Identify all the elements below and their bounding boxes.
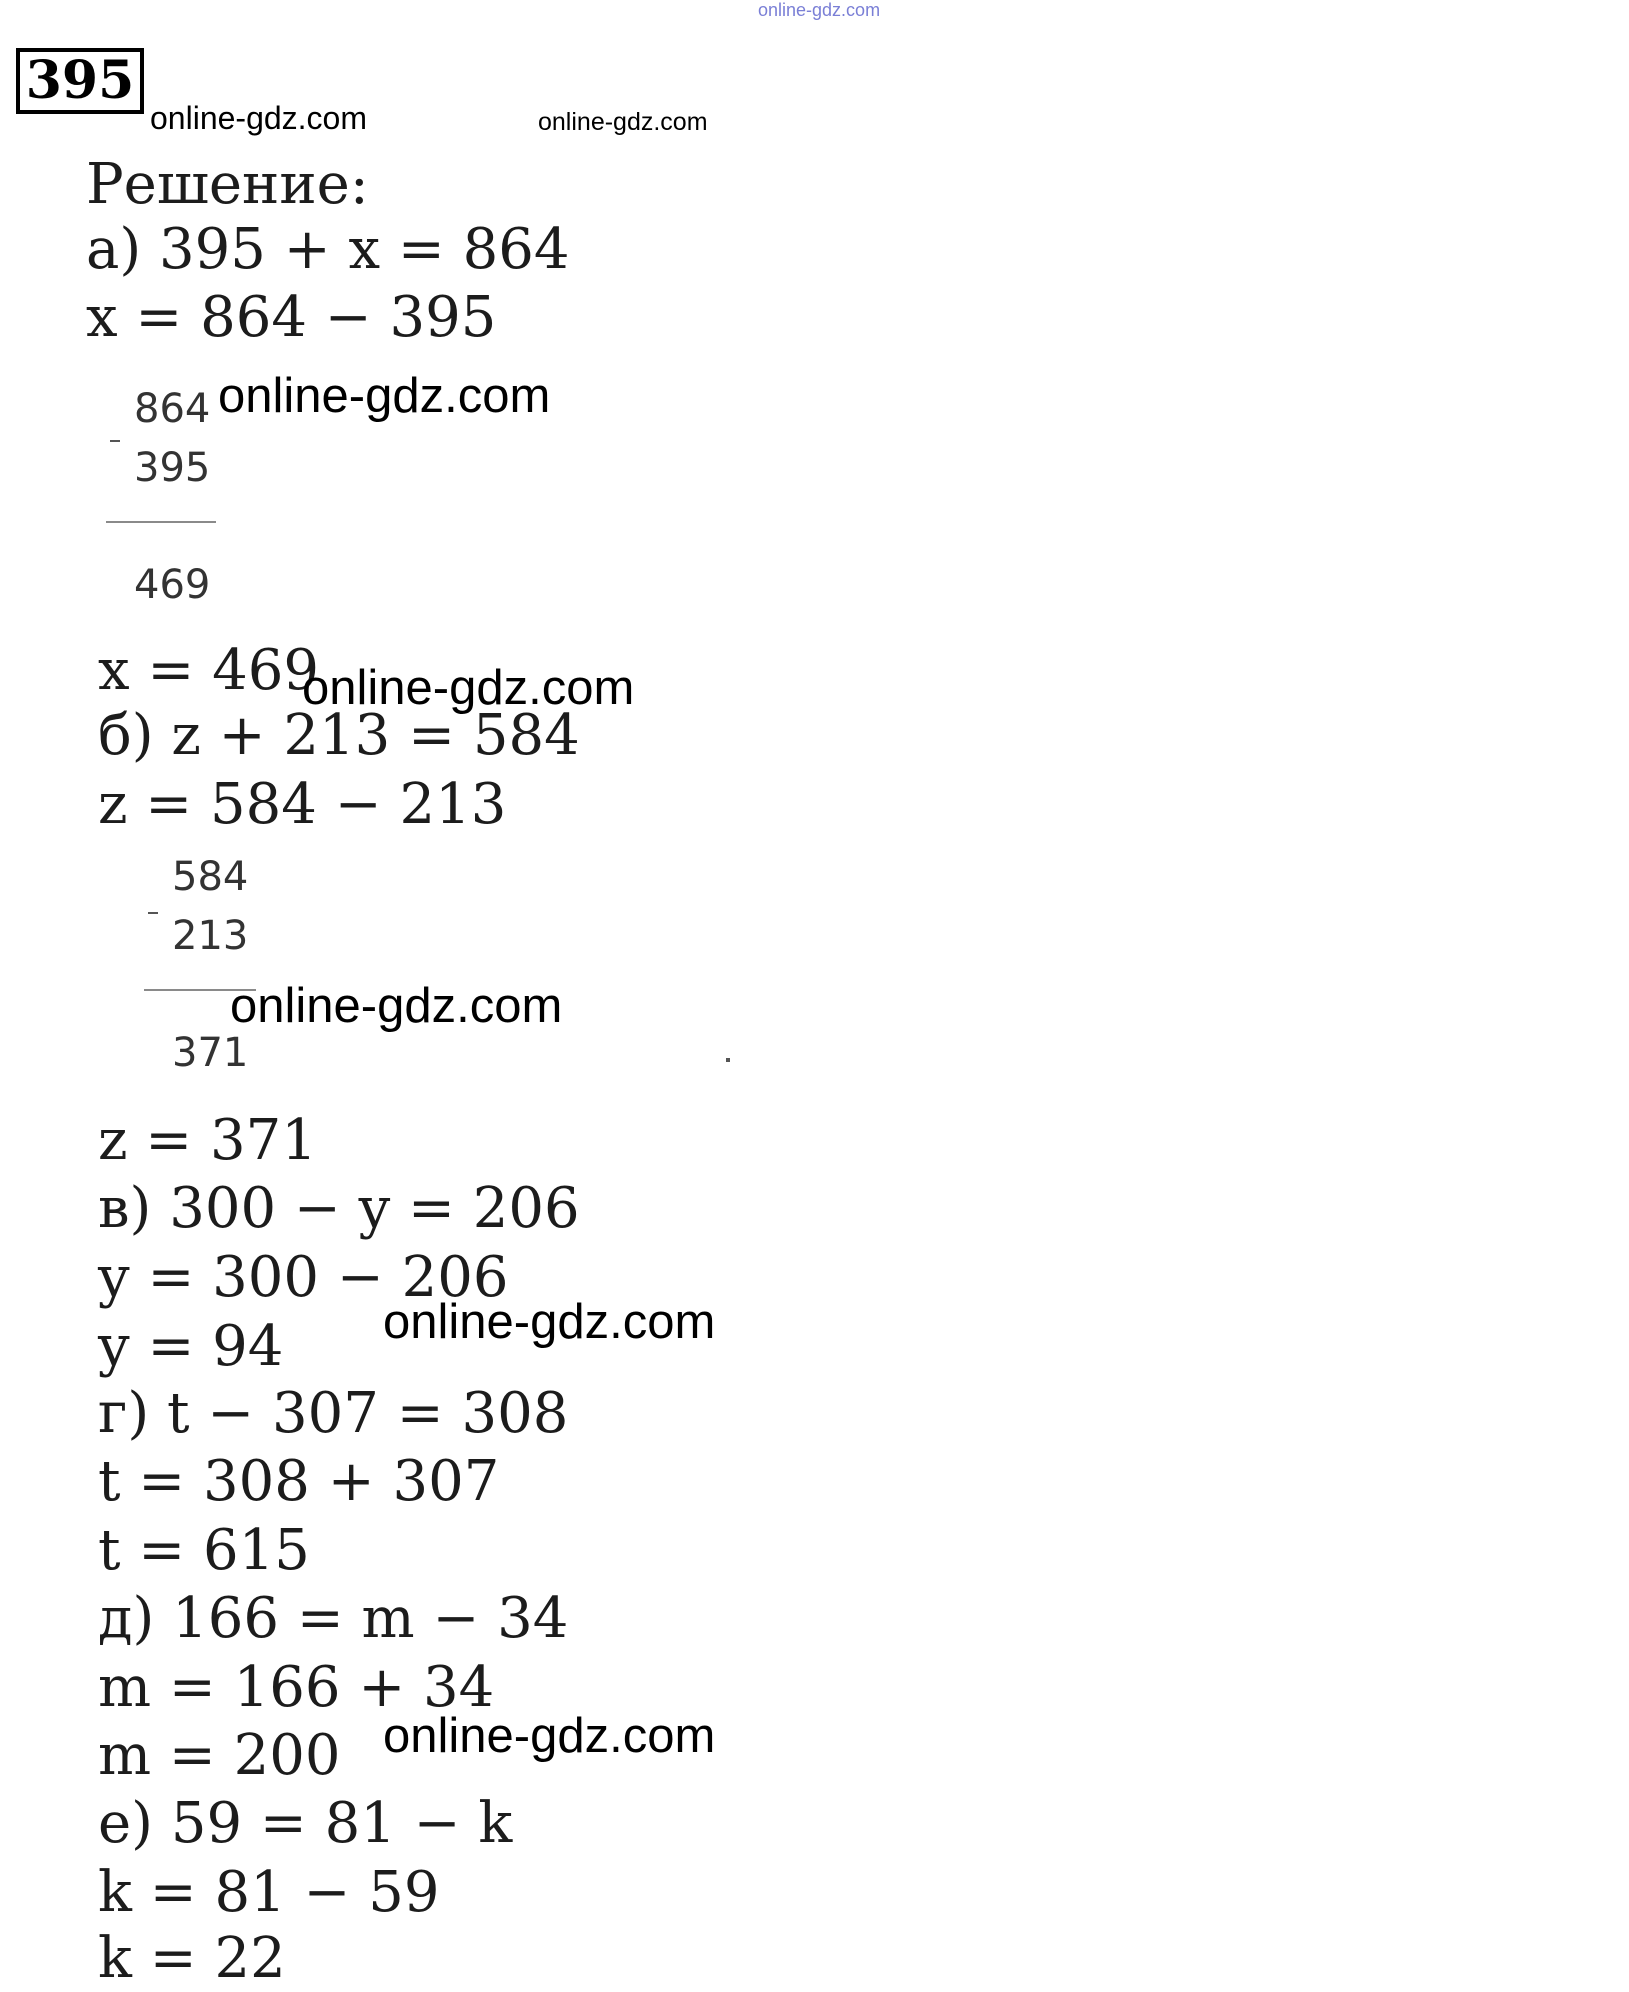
- column-rule: [106, 521, 216, 523]
- part-e-equation: [98, 1793, 512, 1855]
- task-number-box: 395: [16, 48, 144, 114]
- minus-sign: [110, 440, 120, 442]
- part-g-step: t = 308 + 307: [98, 1449, 500, 1514]
- column-minuend: 864: [134, 386, 211, 432]
- part-d-step: m = 166 + 34: [98, 1655, 495, 1720]
- solution-heading: Решение:: [86, 152, 369, 217]
- watermark-large: online-gdz.com: [383, 1709, 716, 1763]
- column-result: 469: [134, 562, 211, 608]
- equation-text: 166 = m − 34: [172, 1586, 569, 1651]
- part-a-equation: [86, 219, 569, 281]
- watermark-top: online-gdz.com: [758, 0, 881, 20]
- part-d-equation: [98, 1588, 568, 1650]
- stray-mark: [726, 1058, 730, 1062]
- part-a-answer: x = 469: [98, 638, 319, 703]
- part-label: е): [98, 1791, 153, 1856]
- watermark-large: online-gdz.com: [383, 1295, 716, 1349]
- column-minuend: 584: [172, 854, 249, 900]
- equation-text: 300 − y = 206: [169, 1176, 580, 1241]
- part-g-answer: t = 615: [98, 1518, 310, 1583]
- part-e-step: k = 81 − 59: [98, 1860, 440, 1925]
- part-b-step: z = 584 − 213: [98, 772, 507, 837]
- column-subtrahend: 395: [134, 445, 211, 491]
- watermark-large: online-gdz.com: [302, 661, 635, 715]
- watermark-large: online-gdz.com: [218, 369, 551, 423]
- part-b-answer: z = 371: [98, 1108, 317, 1173]
- part-g-equation: [98, 1383, 568, 1445]
- part-label: а): [86, 217, 142, 282]
- part-d-answer: m = 200: [98, 1723, 341, 1788]
- equation-text: z + 213 = 584: [171, 703, 580, 768]
- part-e-answer: k = 22: [98, 1926, 286, 1991]
- part-label: в): [98, 1176, 152, 1241]
- part-v-step: y = 300 − 206: [98, 1245, 509, 1310]
- equation-text: 395 + x = 864: [159, 217, 570, 282]
- column-subtrahend: 213: [172, 913, 249, 959]
- part-label: д): [98, 1586, 155, 1651]
- watermark-small: online-gdz.com: [150, 100, 367, 136]
- part-v-answer: y = 94: [98, 1314, 284, 1379]
- part-v-equation: [98, 1178, 580, 1240]
- equation-text: t − 307 = 308: [167, 1381, 569, 1446]
- minus-sign: [148, 912, 158, 914]
- part-label: г): [98, 1381, 150, 1446]
- watermark-large: online-gdz.com: [230, 979, 563, 1033]
- watermark-small: online-gdz.com: [538, 108, 708, 136]
- column-result: 371: [172, 1030, 249, 1076]
- equation-text: 59 = 81 − k: [170, 1791, 513, 1856]
- part-a-step: x = 864 − 395: [86, 285, 497, 350]
- part-label: б): [98, 703, 154, 768]
